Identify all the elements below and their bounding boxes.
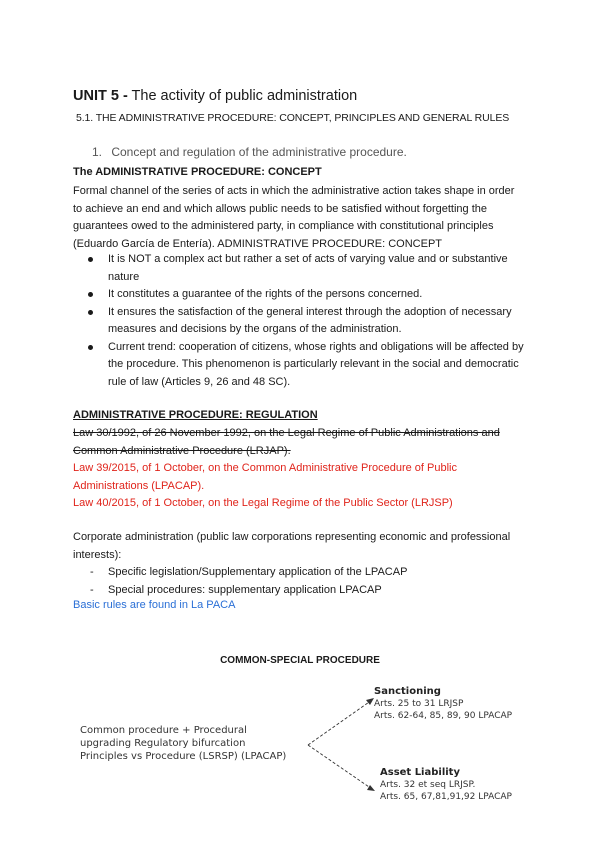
- law-39-2015: Law 39/2015, of 1 October, on the Common Administrative Procedure of Public Administrations (LPACAP).: [73, 462, 457, 492]
- left-note-line: Common procedure + Procedural: [80, 725, 247, 736]
- arrow-to-sanctioning: [308, 700, 372, 745]
- concept-paragraph: Formal channel of the series of acts in which the administrative action takes shape in order to achieve an end and which allows public needs to be satisfied without forgetting the guarantees owed to the administered party, in compliance with constitutional principles (Eduardo García de Entería). ADMINISTRATIVE PROCEDURE: CONCEPT: [73, 185, 515, 250]
- bullet-text: Current trend: cooperation of citizens, whose rights and obligations will be affected by the procedure. This phenomenon is particularly relevant in the social and democratic rule of law (Articles 9, 26 and 48 SC).: [108, 340, 524, 388]
- concept-heading: The ADMINISTRATIVE PROCEDURE: CONCEPT: [73, 166, 322, 178]
- diagram-heading: COMMON-SPECIAL PROCEDURE: [220, 655, 380, 666]
- asset-liability-line: Arts. 65, 67,81,91,92 LPACAP: [380, 792, 512, 802]
- bullet-text: It constitutes a guarantee of the rights of the persons concerned.: [108, 288, 423, 300]
- sanctioning-title: Sanctioning: [374, 686, 441, 697]
- item-text: Concept and regulation of the administrative procedure.: [111, 145, 407, 159]
- sanctioning-line: Arts. 25 to 31 LRJSP: [374, 699, 464, 709]
- asset-liability-line: Arts. 32 et seq LRJSP.: [380, 780, 476, 790]
- regulation-heading: ADMINISTRATIVE PROCEDURE: REGULATION: [73, 409, 318, 421]
- dash-icon: -: [90, 566, 94, 578]
- left-note-line: upgrading Regulatory bifurcation: [80, 738, 246, 749]
- corporate-paragraph: Corporate administration (public law corporations representing economic and professional interests):: [73, 531, 511, 561]
- bullet-text: It ensures the satisfaction of the general interest through the adoption of necessary measures and decisions by the organs of the administration.: [108, 305, 512, 335]
- asset-liability-title: Asset Liability: [380, 767, 460, 778]
- dash-icon: -: [90, 583, 94, 596]
- sanctioning-line: Arts. 62-64, 85, 89, 90 LPACAP: [374, 711, 513, 721]
- arrowhead-icon: [366, 698, 374, 705]
- dash-text: Specific legislation/Supplementary application of the LPACAP: [108, 566, 408, 578]
- arrow-to-asset-liability: [308, 745, 372, 789]
- basic-rules-note: Basic rules are found in La PACA: [73, 599, 236, 611]
- bullet-text: It is NOT a complex act but rather a set of acts of varying value and or substantive nature: [108, 253, 508, 283]
- repealed-law: Law 30/1992, of 26 November 1992, on the Legal Regime of Public Administrations and Common Administrative Procedure (LRJAP).: [73, 427, 500, 457]
- unit-title-text: The activity of public administration: [127, 88, 358, 104]
- section-subtitle: 5.1. THE ADMINISTRATIVE PROCEDURE: CONCEPT, PRINCIPLES AND GENERAL RULES: [76, 112, 510, 124]
- dash-text: Special procedures: supplementary application LPACAP: [108, 583, 382, 596]
- item-number: 1.: [92, 145, 103, 159]
- unit-label: UNIT 5 -: [73, 88, 128, 104]
- law-40-2015: Law 40/2015, of 1 October, on the Legal Regime of the Public Sector (LRJSP): [73, 497, 453, 509]
- left-note-line: Principles vs Procedure (LSRSP) (LPACAP): [80, 751, 287, 762]
